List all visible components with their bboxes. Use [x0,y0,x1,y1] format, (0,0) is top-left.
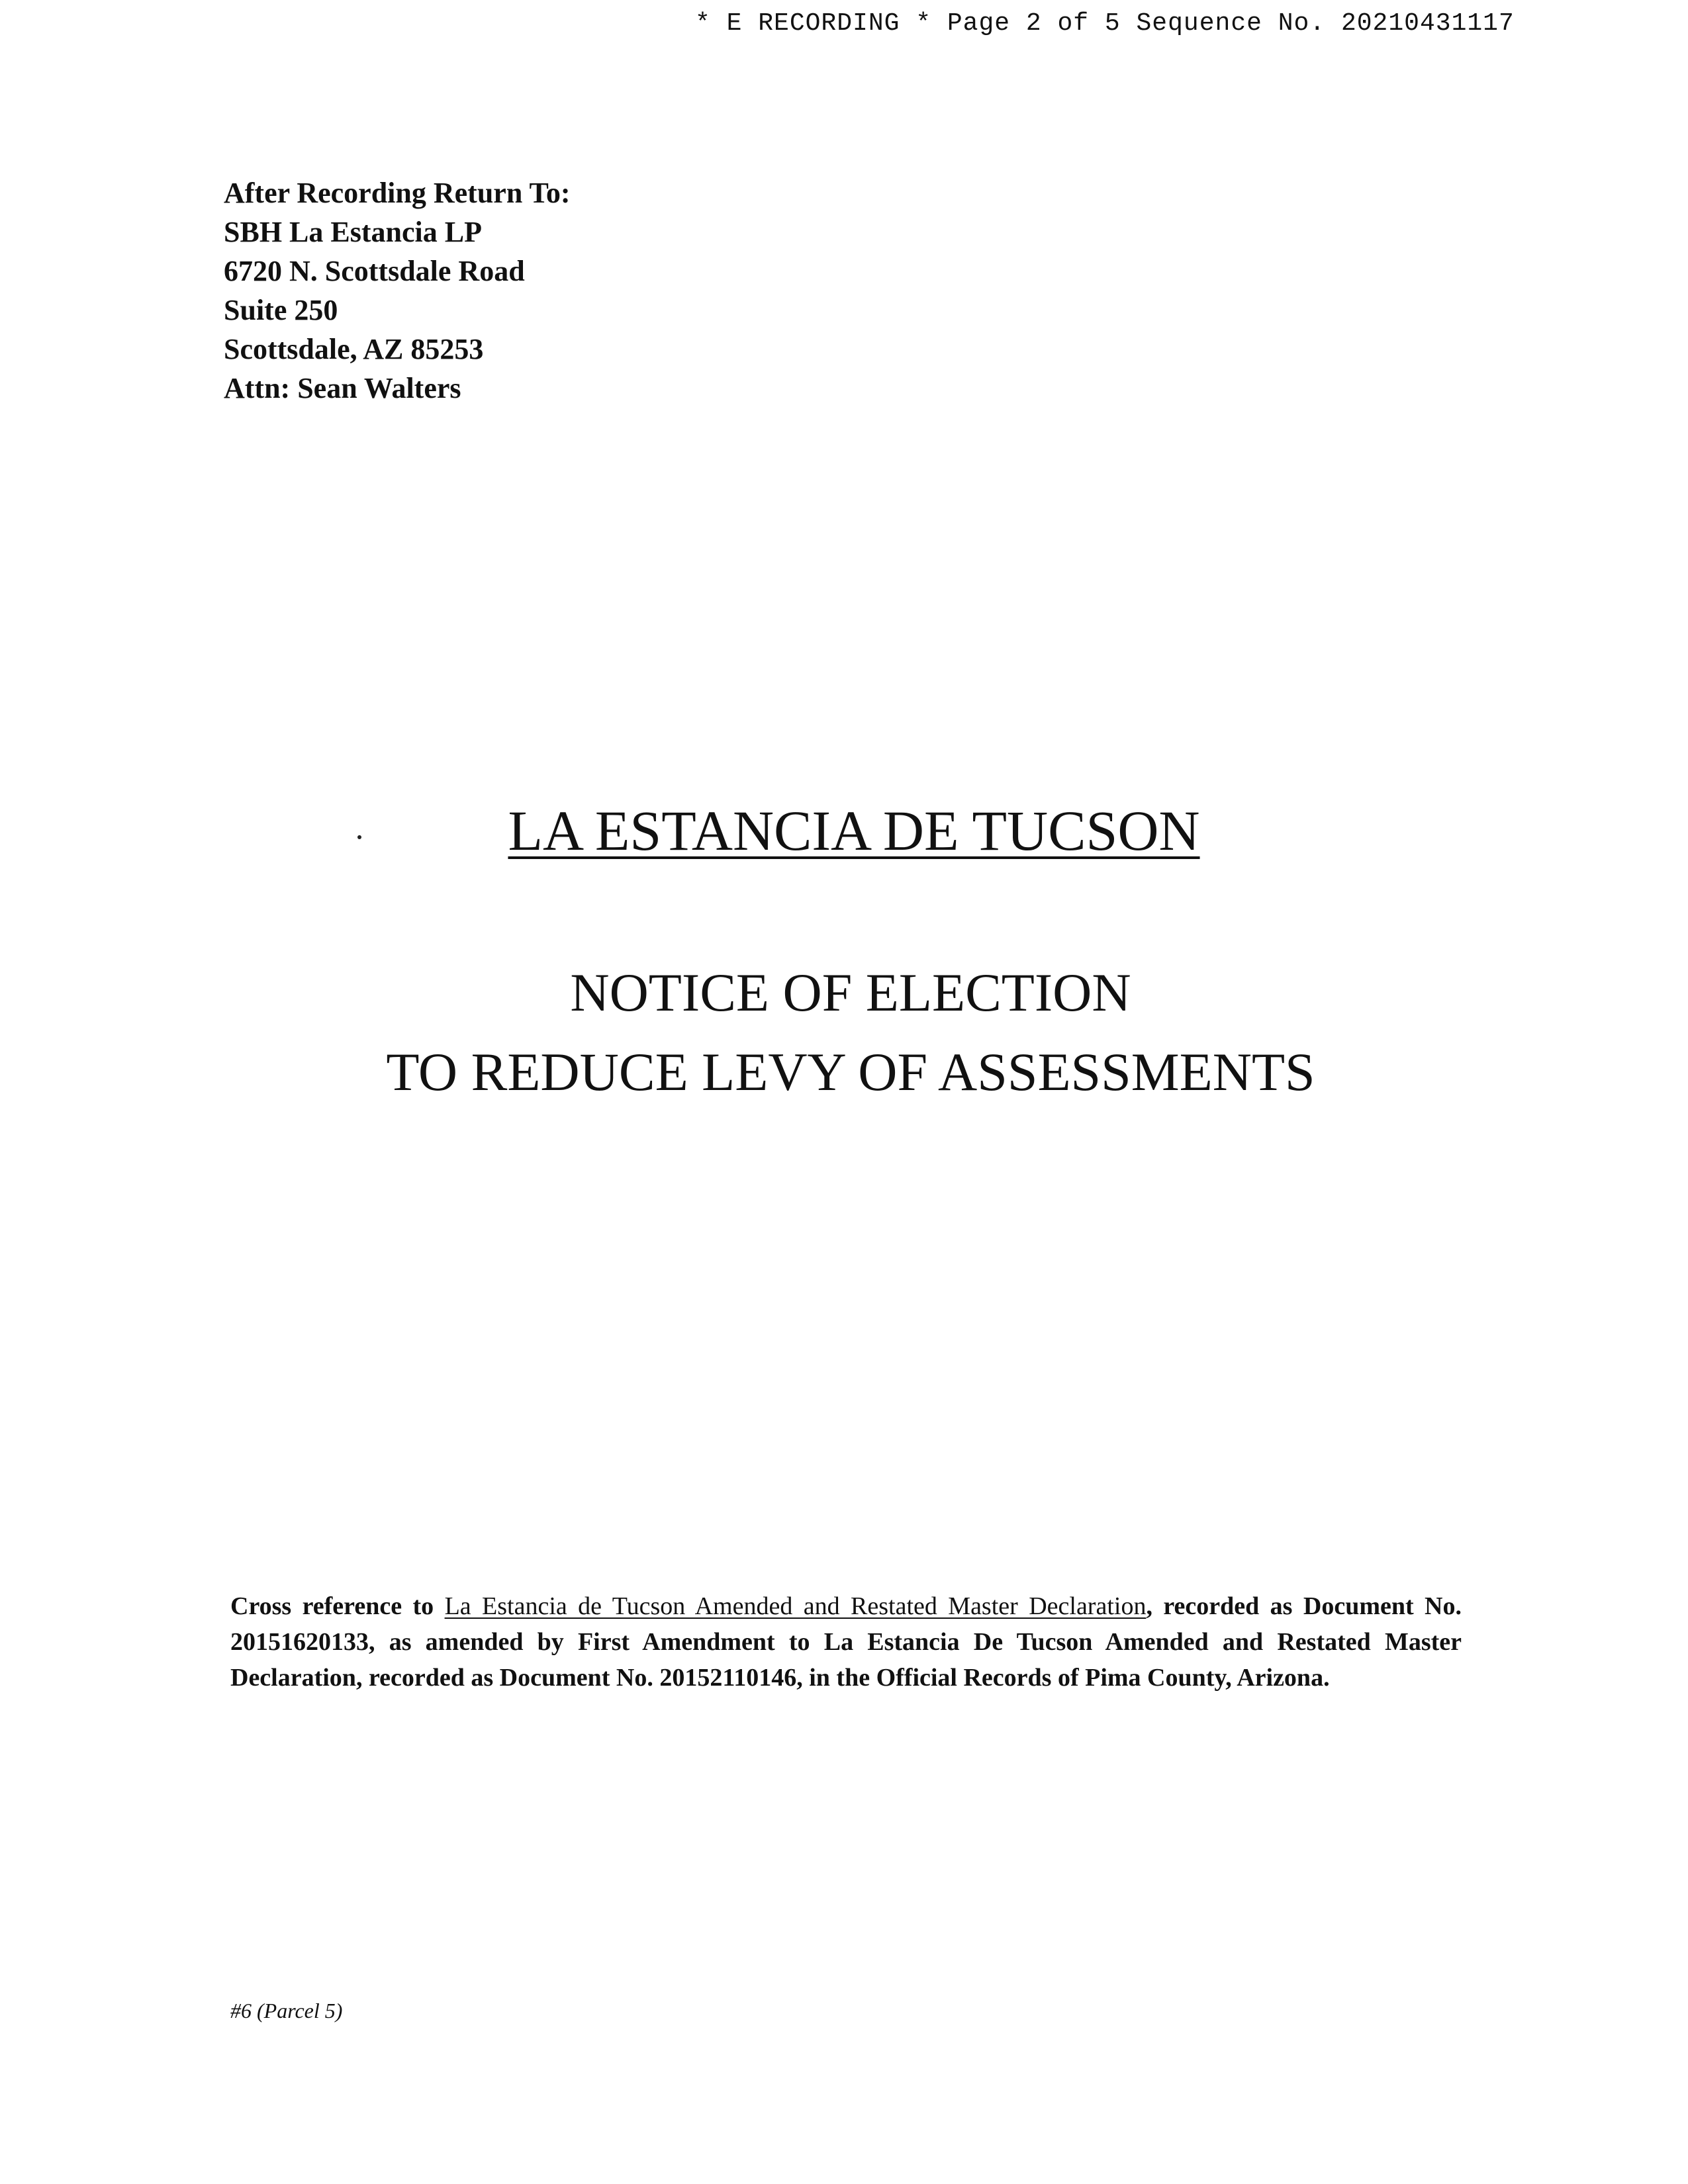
notice-title [0,953,1688,1112]
return-heading: After Recording Return To: [224,177,571,209]
document-title: LA ESTANCIA DE TUCSON [508,799,1200,862]
notice-title-line-2: TO REDUCE LEVY OF ASSESSMENTS [386,1042,1315,1102]
recording-stamp: * E RECORDING * Page 2 of 5 Sequence No. 20210431117 [695,9,1515,38]
return-line-company: SBH La Estancia LP [224,216,482,248]
return-line-street: 6720 N. Scottsdale Road [224,255,525,287]
return-line-city: Scottsdale, AZ 85253 [224,333,484,365]
cross-reference-prefix: Cross reference to [230,1592,445,1620]
return-address-block [224,173,570,408]
return-line-attn: Attn: Sean Walters [224,372,461,404]
footer-parcel-note: #6 (Parcel 5) [230,1999,343,2023]
notice-title-line-1: NOTICE OF ELECTION [570,962,1131,1023]
return-line-suite: Suite 250 [224,294,338,326]
cross-reference-suffix: , recorded as Document No. 20151620133, as amended by First Amendment to La Estancia De Tucson Amended and Restated Master Declaration, recorded as Document No. 20152110146, in the Official Records of Pima County, Arizona. [230,1592,1462,1692]
cross-reference-paragraph [230,1588,1462,1696]
cross-reference-declaration-title: La Estancia de Tucson Amended and Restated Master Declaration [444,1592,1147,1620]
